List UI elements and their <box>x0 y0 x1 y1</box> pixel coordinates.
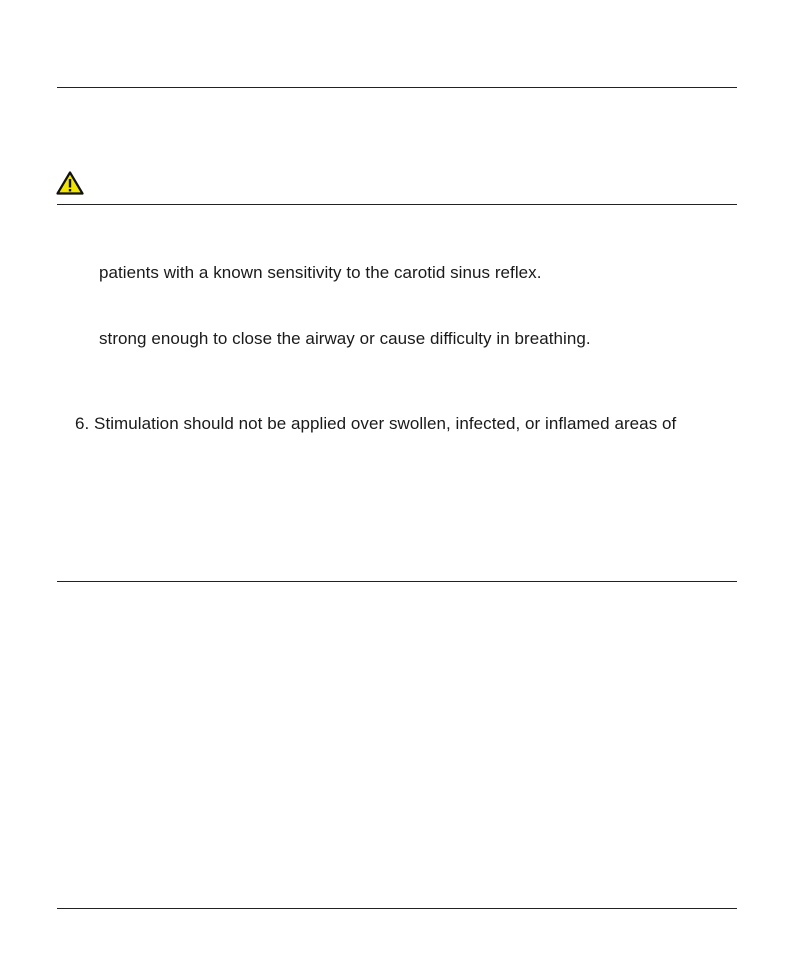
warning-triangle-icon <box>56 171 84 195</box>
carotid-sinus-line: patients with a known sensitivity to the carotid sinus reflex. <box>99 263 542 282</box>
top-divider <box>57 87 737 88</box>
list-item-6: 6. Stimulation should not be applied over swollen, infected, or inflamed areas of <box>75 414 677 433</box>
airway-line: strong enough to close the airway or cause difficulty in breathing. <box>99 329 591 348</box>
warning-header-divider <box>57 204 737 205</box>
footer-divider <box>57 908 737 909</box>
section-end-divider <box>57 581 737 582</box>
